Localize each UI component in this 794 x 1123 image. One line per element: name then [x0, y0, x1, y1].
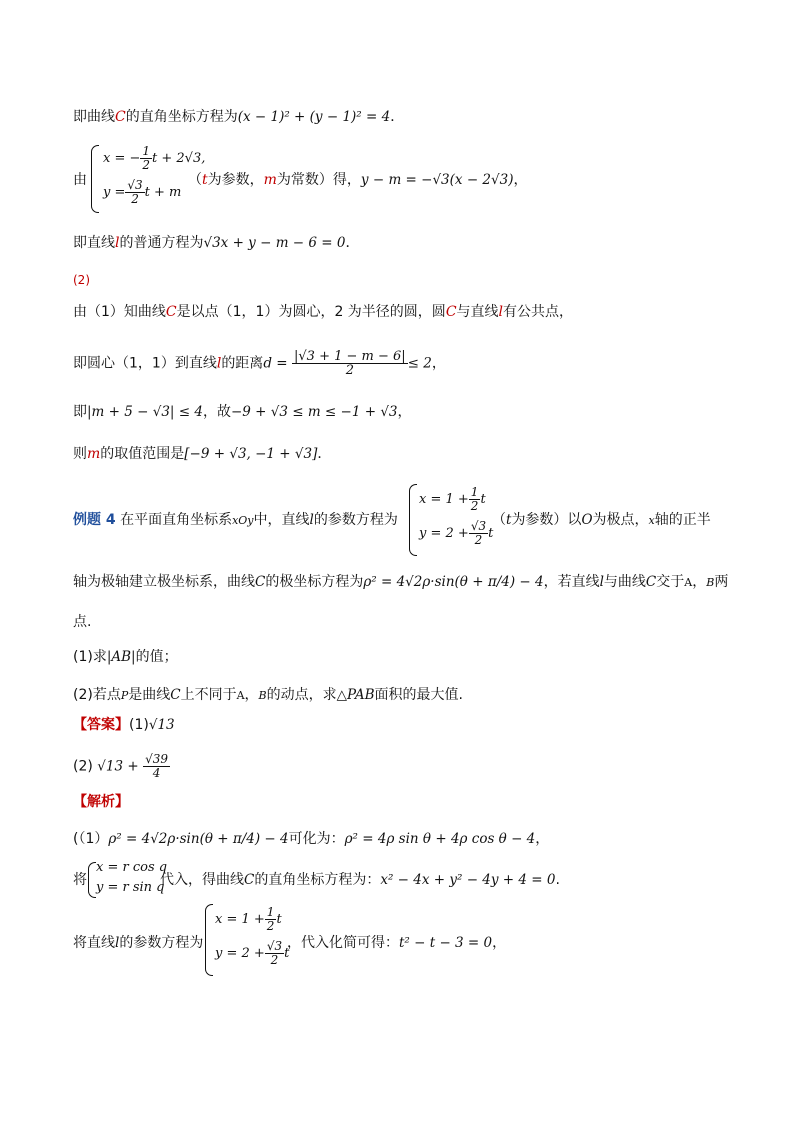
text: x = 1 + — [215, 912, 265, 927]
equation: ρ² = 4√2ρ·sin(θ + π/4) − 4 — [108, 831, 289, 847]
text-line: 点. — [73, 614, 92, 630]
text: 即 — [73, 404, 87, 420]
var: l — [309, 512, 314, 528]
text: 在平面直角坐标系 — [120, 512, 233, 528]
text: ， — [692, 574, 707, 590]
var: l — [599, 574, 604, 590]
text: t + 2√3, — [152, 151, 206, 166]
den: 2 — [131, 192, 139, 206]
text: ，故 — [202, 404, 231, 420]
num: 1 — [142, 144, 151, 158]
text: 为参数）以 — [511, 512, 582, 528]
fraction — [143, 753, 170, 780]
var: O — [581, 512, 593, 528]
text: 是曲线 — [128, 687, 171, 703]
text: ，若直线 — [543, 574, 600, 590]
text: 为极点， — [592, 512, 649, 528]
text-line — [188, 170, 754, 190]
answer-label: 【答案】 — [73, 717, 129, 733]
text: 的直角坐标方程为 — [125, 109, 238, 125]
text: 由 — [73, 172, 87, 188]
equation: (x − 1)² + (y − 1)² = 4 — [237, 109, 391, 125]
text: 的距离 — [221, 355, 264, 372]
text: (（1） — [73, 831, 109, 847]
equation: △PAB — [336, 687, 375, 703]
var: C — [115, 109, 126, 125]
num: √3 — [470, 519, 487, 533]
brace — [91, 145, 99, 213]
equation: d = — [263, 355, 288, 372]
var: A — [236, 689, 245, 702]
den: 2 — [270, 953, 279, 967]
sys-row — [103, 179, 181, 206]
text: 则 — [73, 446, 87, 462]
text: ． — [317, 446, 332, 462]
text: y = 2 + — [419, 526, 469, 541]
equation-system — [205, 904, 290, 976]
var: l — [115, 235, 120, 251]
var: C — [244, 872, 255, 888]
fraction — [125, 179, 144, 206]
text: y = — [103, 185, 126, 200]
fraction — [292, 350, 408, 377]
text: 与直线 — [456, 304, 499, 320]
equation: t² − t − 3 = 0 — [399, 935, 493, 951]
var: P — [120, 689, 129, 702]
text-line — [73, 753, 754, 780]
text: 两 — [714, 574, 729, 590]
num: |√3 + 1 − m − 6| — [294, 349, 406, 364]
var: t — [506, 512, 512, 528]
text-line — [73, 829, 754, 849]
sys-row — [215, 940, 289, 967]
num: 1 — [266, 905, 275, 919]
fraction — [469, 486, 481, 513]
equation-system — [88, 860, 168, 900]
text: x = 1 + — [419, 492, 469, 507]
text: (2) — [73, 758, 93, 775]
text: 由（1）知曲线 — [73, 304, 166, 320]
den: 4 — [152, 766, 161, 780]
text: （ — [492, 512, 506, 528]
text: (1) — [129, 717, 149, 733]
text-line — [73, 233, 754, 253]
text: t + m — [144, 185, 182, 200]
text: 代入，得曲线 — [160, 872, 244, 888]
text: 即曲线 — [73, 109, 115, 125]
section-label: (2) — [73, 273, 90, 287]
sys-row: y = r sin q — [96, 880, 165, 895]
var: xOy — [232, 514, 254, 527]
sys-row: x = r cos q — [96, 860, 168, 875]
text: ， — [513, 172, 528, 188]
text-line — [73, 302, 754, 322]
text: 的极坐标方程为 — [265, 574, 364, 590]
text: 的值； — [135, 649, 178, 665]
text: t — [480, 492, 486, 507]
text: y = 2 + — [215, 946, 265, 961]
text: 的普通方程为 — [119, 235, 204, 251]
text: t — [284, 946, 290, 961]
text: 的动点，求 — [266, 687, 337, 703]
var: B — [258, 689, 267, 702]
brace — [88, 862, 96, 898]
den: 2 — [470, 499, 479, 513]
var: A — [684, 576, 693, 589]
equation: −9 + √3 ≤ m ≤ −1 + √3 — [230, 404, 398, 420]
var: B — [706, 576, 715, 589]
text: 是以点（1，1）为圆心，2 为半径的圆，圆 — [176, 304, 446, 320]
text-line — [73, 107, 754, 127]
equation: ρ² = 4ρ sin θ + 4ρ cos θ − 4 — [344, 831, 536, 847]
den: 2 — [266, 919, 275, 933]
sys-row — [419, 486, 486, 513]
text: ， — [492, 935, 507, 951]
text: 为参数， — [207, 172, 264, 188]
fraction — [265, 906, 277, 933]
num: √39 — [145, 752, 169, 766]
text-line — [160, 870, 754, 890]
text-line — [73, 647, 754, 667]
text: 的参数方程为 — [119, 935, 204, 951]
text: . — [555, 872, 560, 888]
text: 的参数方程为 — [313, 512, 398, 528]
var: m — [87, 446, 101, 462]
text: 可化为： — [288, 831, 345, 847]
num: √3 — [127, 178, 143, 192]
num: √3 — [266, 939, 283, 953]
text: ， — [397, 404, 412, 420]
sys-row — [215, 906, 282, 933]
text: 将直线 — [73, 935, 115, 951]
var: C — [165, 304, 177, 320]
var: l — [498, 304, 504, 320]
var: l — [115, 935, 120, 951]
equation: |AB| — [106, 649, 136, 665]
equation: x² − 4x + y² − 4y + 4 = 0 — [380, 872, 556, 888]
text: t — [488, 526, 494, 541]
sys-row — [419, 520, 493, 547]
text: (2)若点 — [73, 687, 121, 703]
text: (1)求 — [73, 649, 107, 665]
var: m — [263, 172, 277, 188]
text: ， — [535, 831, 550, 847]
equation: |m + 5 − √3| ≤ 4 — [87, 404, 203, 420]
text: 将 — [73, 872, 87, 888]
text: 面积的最大值. — [374, 687, 463, 703]
text: ， — [244, 687, 259, 703]
equation: ≤ 2 — [407, 355, 432, 372]
text-line — [492, 510, 754, 531]
var: t — [202, 172, 208, 188]
var: C — [170, 687, 181, 703]
text-line — [73, 444, 754, 464]
text: 轴的正半 — [654, 512, 711, 528]
text-line — [73, 792, 754, 812]
text: （ — [188, 172, 202, 188]
text: 即直线 — [73, 235, 115, 251]
text: 的直角坐标方程为： — [254, 872, 381, 888]
text: 上不同于 — [180, 687, 237, 703]
text-line — [73, 350, 754, 377]
equation: √13 + — [97, 758, 139, 775]
fraction — [265, 940, 284, 967]
var: C — [445, 304, 457, 320]
den: 2 — [142, 158, 151, 172]
sys-row — [103, 145, 205, 172]
var: C — [255, 574, 266, 590]
brace — [205, 904, 213, 976]
text-line — [73, 685, 754, 706]
text: ， — [431, 355, 446, 372]
text: t — [276, 912, 282, 927]
text: 交于 — [656, 574, 685, 590]
text: 轴为极轴建立极坐标系，曲线 — [73, 574, 255, 590]
den: 2 — [474, 533, 483, 547]
text: 与曲线 — [603, 574, 646, 590]
analysis-label: 【解析】 — [73, 794, 129, 810]
text: x = − — [103, 151, 141, 166]
text: 为常数）得， — [276, 172, 361, 188]
text: 中，直线 — [253, 512, 310, 528]
fraction — [140, 145, 152, 172]
text-line — [73, 402, 754, 422]
example-label: 例题 4 — [73, 512, 116, 528]
den: 2 — [345, 363, 354, 378]
var: C — [645, 574, 657, 590]
equation: √3x + y − m − 6 = 0 — [203, 235, 346, 251]
text-line — [287, 933, 754, 953]
equation: √13 — [148, 717, 175, 733]
var: x — [648, 514, 655, 527]
fraction — [469, 520, 488, 547]
equation-system — [91, 143, 206, 215]
num: 1 — [470, 485, 479, 499]
text-line — [73, 715, 754, 735]
equation: y − m = −√3(x − 2√3) — [360, 172, 514, 188]
var: l — [216, 355, 222, 372]
equation: [−9 + √3, −1 + √3] — [184, 446, 318, 462]
brace — [409, 484, 417, 556]
text: 有公共点， — [503, 304, 574, 320]
equation-system — [409, 484, 494, 556]
text: ． — [390, 109, 405, 125]
text: 的取值范围是 — [100, 446, 185, 462]
text: ，代入化简可得： — [287, 935, 399, 951]
text: 即圆心（1，1）到直线 — [73, 355, 217, 372]
equation: ρ² = 4√2ρ·sin(θ + π/4) − 4 — [363, 574, 544, 590]
text: ． — [345, 235, 360, 251]
text-line — [73, 572, 754, 593]
